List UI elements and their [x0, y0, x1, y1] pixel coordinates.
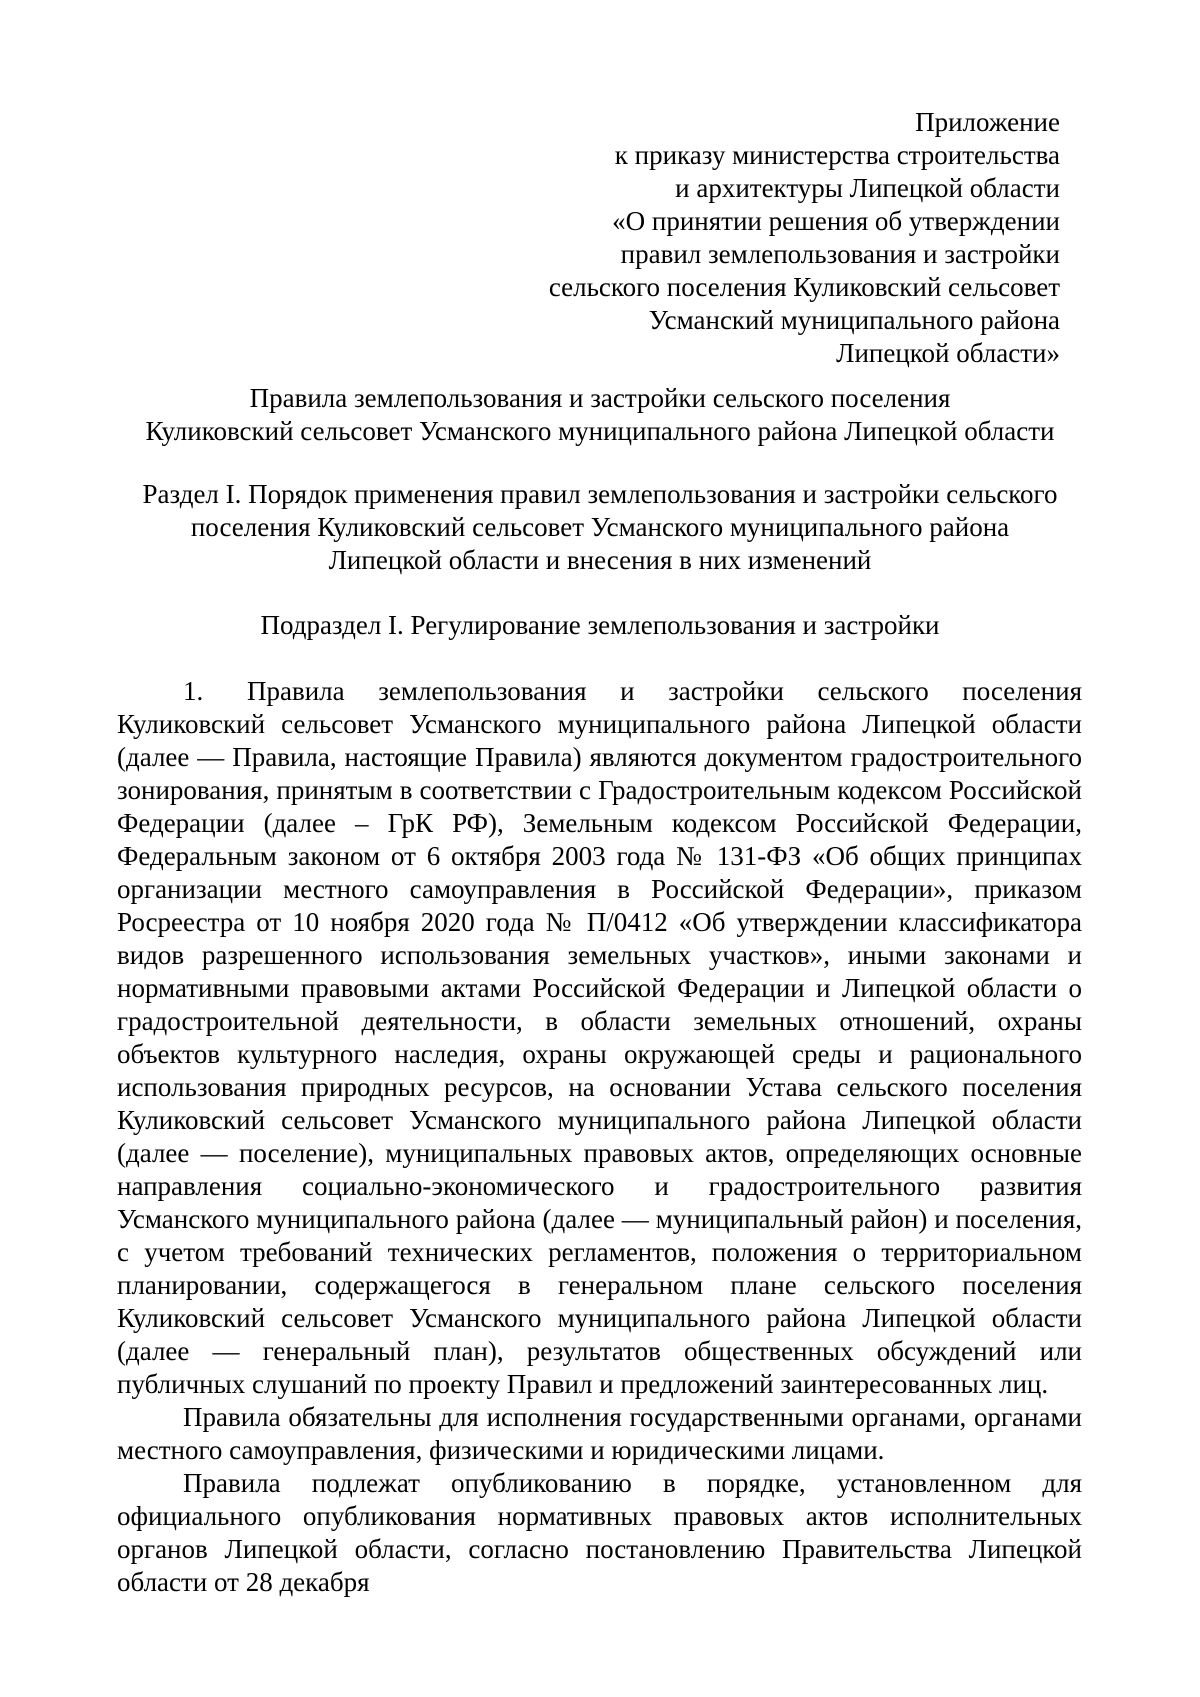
appendix-header [360, 106, 1060, 370]
appendix-line: Приложение [915, 107, 1060, 137]
paragraph-1 [117, 675, 1082, 1401]
appendix-line: Усманский муниципального района [648, 305, 1060, 335]
subsection-title [118, 609, 1082, 642]
appendix-line: и архитектуры Липецкой области [675, 173, 1060, 203]
document-title-line: Куликовский сельсовет Усманского муниципального района Липецкой области [145, 416, 1055, 446]
appendix-line: «О принятии решения об утверждении [612, 206, 1060, 236]
document-title [118, 382, 1082, 448]
paragraph-1-text: Правила землепользования и застройки сельского поселения Куликовский сельсовет Усманского муниципального района Липецкой области (далее — Правила, настоящие Правила) являются документом градостроительного зонирования, принятым в соответствии с Градостроительным кодексом Российской Федерации (далее – ГрК РФ), Земельным кодексом Российской Федерации, Федеральным законом от 6 октября 2003 года № 131-ФЗ «Об общих принципах организации местного самоуправления в Российской Федерации», приказом Росреестра от 10 ноября 2020 года № П/0412 «Об утверждении классификатора видов разрешенного использования земельных участков», иными законами и нормативными правовыми актами Российской Федерации и Липецкой области о градостроительной деятельности, в области земельных отношений, охраны объектов культурного наследия, охраны окружающей среды и рационального использования природных ресурсов, на основании Устава сельского поселения Куликовский сельсовет Усманского муниципального района Липецкой области (далее — поселение), муниципальных правовых актов, определяющих основные направления социально-экономического и градостроительного развития Усманского муниципального района (далее — муниципальный район) и поселения, с учетом требований технических регламентов, положения о территориальном планировании, содержащегося в генеральном плане сельского поселения Куликовский сельсовет Усманского муниципального района Липецкой области (далее — генеральный план), результатов общественных обсуждений или публичных слушаний по проекту Правил и предложений заинтересованных лиц. [117, 676, 1082, 1399]
subsection-title-line: Подраздел I. Регулирование землепользования и застройки [260, 610, 940, 640]
appendix-line: Липецкой области» [836, 338, 1060, 368]
section-title-line: Липецкой области и внесения в них изменений [328, 545, 872, 575]
paragraph-2: Правила обязательны для исполнения государственными органами, органами местного самоуправления, физическими и юридическими лицами. [117, 1402, 1082, 1465]
section-title [118, 478, 1082, 577]
section-title-line: Раздел I. Порядок применения правил землепользования и застройки сельского [142, 479, 1058, 509]
paragraph-number: 1. [183, 676, 204, 706]
appendix-line: к приказу министерства строительства [614, 140, 1060, 170]
appendix-line: сельского поселения Куликовский сельсовет [548, 272, 1060, 302]
section-title-line: поселения Куликовский сельсовет Усманского муниципального района [190, 512, 1010, 542]
appendix-line: правил землепользования и застройки [620, 239, 1060, 269]
paragraph-3: Правила подлежат опубликованию в порядке, установленном для официального опубликования нормативных правовых актов исполнительных органов Липецкой области, согласно постановлению Правительства Липецкой области от 28 декабря [117, 1468, 1082, 1597]
document-title-line: Правила землепользования и застройки сельского поселения [249, 383, 951, 413]
body-text [117, 675, 1082, 1599]
